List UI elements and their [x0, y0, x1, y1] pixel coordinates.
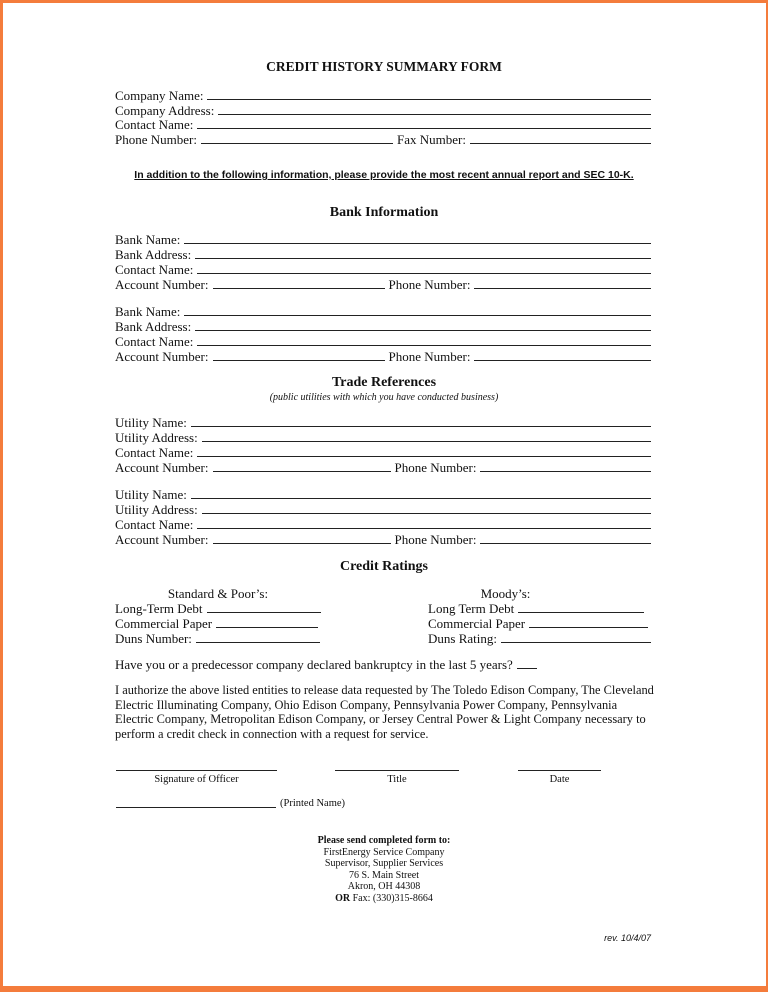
utility-phone-label: Phone Number: — [394, 460, 477, 475]
company-address-row — [115, 103, 651, 118]
utility-address-label: Utility Address: — [115, 502, 198, 517]
sp-long-term-field[interactable] — [207, 611, 321, 613]
utility-name-label: Utility Name: — [115, 487, 187, 502]
send-to-company: FirstEnergy Service Company — [323, 846, 445, 858]
bank-1-contact-row — [115, 262, 651, 277]
utility-1-account-field[interactable] — [213, 470, 391, 472]
bank-phone-label: Phone Number: — [388, 277, 471, 292]
sp-heading: Standard & Poor’s: — [167, 586, 269, 601]
bank-1-address-row — [115, 247, 651, 262]
printed-name-line[interactable] — [116, 807, 276, 808]
sp-commercial-paper-label: Commercial Paper — [115, 616, 213, 631]
company-address-field[interactable] — [218, 113, 651, 115]
sp-duns-label: Duns Number: — [115, 631, 192, 646]
bank-information-heading: Bank Information — [329, 205, 439, 220]
authorization-paragraph: I authorize the above listed entities to release data requested by The Toledo Edison Company, The Cleveland Electric Illuminating Company, Ohio Edison Company, Pennsylvania Power Company, Pennsylvania Electric Company, Metropolitan Edison Company, or Jersey Central Power & Light Company necessary to perform a credit check in connection with a request for service. — [115, 683, 654, 741]
moodys-commercial-paper-field[interactable] — [529, 626, 648, 628]
utility-account-label: Account Number: — [115, 460, 209, 475]
utility-1-contact-row — [115, 445, 651, 460]
moodys-commercial-paper-row — [428, 616, 648, 631]
bankruptcy-question: Have you or a predecessor company declared bankruptcy in the last 5 years? — [115, 657, 513, 672]
bank-1-name-field[interactable] — [184, 242, 651, 244]
sp-long-term-row — [115, 601, 321, 616]
utility-1-name-field[interactable] — [191, 425, 651, 427]
bank-1-contact-field[interactable] — [197, 272, 651, 274]
bank-1-phone-field[interactable] — [474, 287, 651, 289]
bank-2-contact-field[interactable] — [197, 344, 651, 346]
company-phone-row — [115, 132, 651, 147]
moodys-duns-row — [428, 631, 651, 646]
bank-2-name-field[interactable] — [184, 314, 651, 316]
utility-2-name-row — [115, 487, 651, 502]
bank-2-address-field[interactable] — [195, 329, 651, 331]
send-to-fax-line — [0, 893, 768, 905]
title-label: Title — [387, 774, 407, 785]
signature-label: Signature of Officer — [154, 774, 239, 785]
sp-commercial-paper-row — [115, 616, 318, 631]
company-fax-label: Fax Number: — [396, 132, 466, 147]
utility-name-label: Utility Name: — [115, 415, 187, 430]
moodys-duns-field[interactable] — [501, 641, 651, 643]
bank-phone-label: Phone Number: — [388, 349, 471, 364]
annual-report-note: In addition to the following information, please provide the most recent annual report and SEC 10-K. — [134, 169, 634, 181]
moodys-commercial-paper-label: Commercial Paper — [428, 616, 526, 631]
sp-duns-field[interactable] — [196, 641, 320, 643]
bank-account-label: Account Number: — [115, 349, 209, 364]
utility-1-name-row — [115, 415, 651, 430]
utility-contact-label: Contact Name: — [115, 445, 194, 460]
send-to-heading: Please send completed form to: — [317, 835, 451, 846]
utility-phone-label: Phone Number: — [394, 532, 477, 547]
send-to-department: Supervisor, Supplier Services — [324, 858, 444, 870]
utility-1-account-row — [115, 460, 651, 475]
bank-1-name-row — [115, 232, 651, 247]
revision-date: rev. 10/4/07 — [604, 933, 651, 943]
or-label: OR — [335, 892, 351, 904]
utility-2-phone-field[interactable] — [480, 542, 651, 544]
bank-name-label: Bank Name: — [115, 232, 181, 247]
sp-commercial-paper-field[interactable] — [216, 626, 318, 628]
printed-name-label: (Printed Name) — [280, 798, 346, 809]
company-phone-label: Phone Number: — [115, 132, 197, 147]
utility-2-contact-field[interactable] — [197, 527, 651, 529]
bank-address-label: Bank Address: — [115, 319, 192, 334]
moodys-long-term-field[interactable] — [518, 611, 644, 613]
company-contact-row — [115, 117, 651, 132]
bank-1-address-field[interactable] — [195, 257, 651, 259]
sp-long-term-label: Long-Term Debt — [115, 601, 203, 616]
company-fax-field[interactable] — [470, 142, 651, 144]
moodys-duns-label: Duns Rating: — [428, 631, 497, 646]
bank-name-label: Bank Name: — [115, 304, 181, 319]
utility-2-address-field[interactable] — [202, 512, 651, 514]
date-label: Date — [549, 774, 570, 785]
date-line[interactable] — [518, 770, 601, 771]
title-line[interactable] — [335, 770, 459, 771]
company-address-label: Company Address: — [115, 103, 215, 118]
credit-ratings-heading: Credit Ratings — [339, 559, 429, 574]
sp-duns-row — [115, 631, 320, 646]
utility-2-name-field[interactable] — [191, 497, 651, 499]
send-to-fax: Fax: (330)315-8664 — [352, 892, 433, 904]
bank-address-label: Bank Address: — [115, 247, 192, 262]
company-phone-field[interactable] — [201, 142, 393, 144]
utility-address-label: Utility Address: — [115, 430, 198, 445]
bankruptcy-row — [115, 657, 537, 672]
send-to-city: Akron, OH 44308 — [347, 881, 421, 893]
moodys-long-term-row — [428, 601, 644, 616]
form-title: CREDIT HISTORY SUMMARY FORM — [266, 59, 502, 74]
bank-1-account-field[interactable] — [213, 287, 385, 289]
bank-2-contact-row — [115, 334, 651, 349]
utility-2-account-field[interactable] — [213, 542, 391, 544]
trade-references-heading: Trade References — [331, 375, 437, 390]
bankruptcy-answer-field[interactable] — [517, 667, 537, 669]
utility-account-label: Account Number: — [115, 532, 209, 547]
trade-references-subheading: (public utilities with which you have conducted business) — [269, 392, 499, 403]
bank-2-address-row — [115, 319, 651, 334]
bank-account-label: Account Number: — [115, 277, 209, 292]
signature-line[interactable] — [116, 770, 277, 771]
moodys-long-term-label: Long Term Debt — [428, 601, 515, 616]
company-name-row — [115, 88, 651, 103]
bank-1-account-row — [115, 277, 651, 292]
company-name-field[interactable] — [207, 98, 651, 100]
bank-2-account-field[interactable] — [213, 359, 385, 361]
utility-contact-label: Contact Name: — [115, 517, 194, 532]
bank-2-phone-field[interactable] — [474, 359, 651, 361]
bank-2-name-row — [115, 304, 651, 319]
utility-1-contact-field[interactable] — [197, 455, 651, 457]
utility-1-address-field[interactable] — [202, 440, 651, 442]
bank-contact-label: Contact Name: — [115, 262, 194, 277]
utility-1-address-row — [115, 430, 651, 445]
utility-2-address-row — [115, 502, 651, 517]
company-contact-label: Contact Name: — [115, 117, 194, 132]
send-to-block — [0, 835, 768, 905]
utility-2-contact-row — [115, 517, 651, 532]
company-name-label: Company Name: — [115, 88, 204, 103]
bank-contact-label: Contact Name: — [115, 334, 194, 349]
moodys-heading: Moody’s: — [480, 586, 531, 601]
utility-2-account-row — [115, 532, 651, 547]
bank-2-account-row — [115, 349, 651, 364]
send-to-street: 76 S. Main Street — [349, 869, 419, 881]
utility-1-phone-field[interactable] — [480, 470, 651, 472]
company-contact-field[interactable] — [197, 127, 651, 129]
